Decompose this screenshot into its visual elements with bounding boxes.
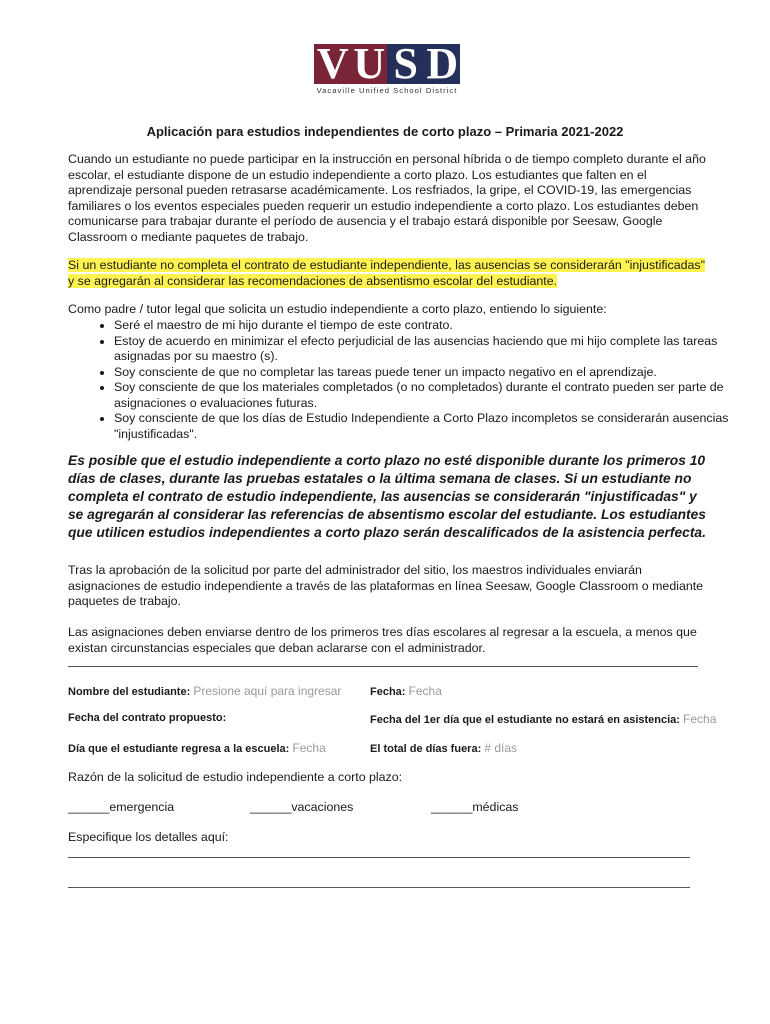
logo-letters: [314, 39, 460, 88]
return-day-input[interactable]: Fecha: [292, 741, 326, 755]
list-item: • Soy consciente de que los días de Estudio Independiente a Corto Plazo incompletos se considerarán ausencias "injustificadas".: [114, 411, 754, 442]
warning-paragraph: Es posible que el estudio independiente a corto plazo no esté disponible durante los primeros 10 días de clases, durante las pruebas estatales o la última semana de clases. Si un estudiante no completa el contrato de estudio independiente, las ausencias se considerarán "injustificadas" y se agregarán al considerar las referencias de absentismo escolar del estudiante. Los estudiantes que utilicen estudios independientes a corto plazo serán descalificados de la asistencia perfecta.: [68, 453, 706, 540]
understand-intro: Como padre / tutor legal que solicita un estudio independiente a corto plazo, entiendo lo siguiente:: [68, 302, 607, 316]
details-line-2[interactable]: [68, 887, 690, 888]
return-day-label: Día que el estudiante regresa a la escuela:: [68, 743, 290, 755]
student-name-input[interactable]: Presione aquí para ingresar: [193, 684, 342, 698]
list-item: • Seré el maestro de mi hijo durante el tiempo de este contrato.: [114, 318, 754, 334]
understanding-list: [68, 318, 754, 442]
list-item: • Estoy de acuerdo en minimizar el efecto perjudicial de las ausencias haciendo que mi hijo complete las tareas asignadas por su maestro (s).: [114, 334, 754, 365]
intro-paragraph: Cuando un estudiante no puede participar en la instrucción en personal híbrida o de tiempo completo durante el año escolar, el estudiante dispone de un estudio independiente a corto plazo. Los estudiantes que falten en el aprendizaje personal pueden retrasarse académicamente. Los resfriados, la gripe, el COVID-19, las emergencias familiares o los eventos especiales pueden requerir un estudio independiente a corto plazo. Los estudiantes deben comunicarse para trabajar durante el período de ausencia y el trabajo estará disponible por Seesaw, Google Classroom o mediante paquetes de trabajo.: [68, 152, 706, 244]
reason-emergency[interactable]: ______emergencia: [68, 800, 175, 814]
logo-letter-s: S: [387, 44, 424, 84]
student-name-label: Nombre del estudiante:: [68, 686, 191, 698]
details-line-1[interactable]: [68, 857, 690, 858]
list-item: • Soy consciente de que no completar las tareas puede tener un impacto negativo en el aprendizaje.: [114, 365, 754, 381]
highlight-paragraph: [68, 258, 708, 289]
reason-label: Razón de la solicitud de estudio independiente a corto plazo:: [68, 770, 403, 784]
student-name-field[interactable]: [68, 684, 341, 698]
logo-letter-d: D: [424, 44, 461, 84]
first-absence-field[interactable]: [370, 712, 716, 726]
divider-line: [68, 666, 698, 667]
total-days-label: El total de días fuera:: [370, 743, 482, 755]
approval-paragraph: Tras la aprobación de la solicitud por parte del administrador del sitio, los maestros individuales enviarán asignaciones de estudio independiente a través de las plataformas en línea Seesaw, Google Classroom o mediante paquetes de trabajo.: [68, 563, 704, 608]
details-label: Especifique los detalles aquí:: [68, 830, 229, 844]
reason-medical[interactable]: ______médicas: [431, 800, 519, 814]
page-title: Aplicación para estudios independientes de corto plazo – Primaria 2021-2022: [146, 124, 624, 139]
contract-date-field[interactable]: [68, 712, 226, 724]
logo-letter-u: U: [351, 44, 388, 84]
reason-vacation[interactable]: ______vacaciones: [250, 800, 354, 814]
list-item: • Soy consciente de que los materiales completados (o no completados) durante el contrato pueden ser parte de asignaciones o evaluaciones futuras.: [114, 380, 754, 411]
date-field[interactable]: [370, 684, 442, 698]
total-days-input[interactable]: # días: [484, 741, 518, 755]
date-input[interactable]: Fecha: [408, 684, 442, 698]
return-day-field[interactable]: [68, 741, 326, 755]
district-logo: [314, 39, 460, 96]
date-label: Fecha:: [370, 686, 406, 698]
contract-date-label: Fecha del contrato propuesto:: [68, 712, 227, 724]
total-days-field[interactable]: [370, 741, 517, 755]
logo-letter-v: V: [314, 44, 351, 84]
highlighted-text: Si un estudiante no completa el contrato de estudiante independiente, las ausencias se considerarán "injustificadas" y se agregarán al considerar las recomendaciones de absentismo escolar del estudiante.: [68, 258, 705, 288]
logo-subtitle: Vacaville Unified School District: [316, 86, 458, 95]
first-absence-label: Fecha del 1er día que el estudiante no estará en asistencia:: [370, 714, 680, 726]
first-absence-input[interactable]: Fecha: [683, 712, 717, 726]
assignments-paragraph: Las asignaciones deben enviarse dentro de los primeros tres días escolares al regresar a la escuela, a menos que existan circunstancias especiales que deban aclararse con el administrador.: [68, 625, 697, 655]
